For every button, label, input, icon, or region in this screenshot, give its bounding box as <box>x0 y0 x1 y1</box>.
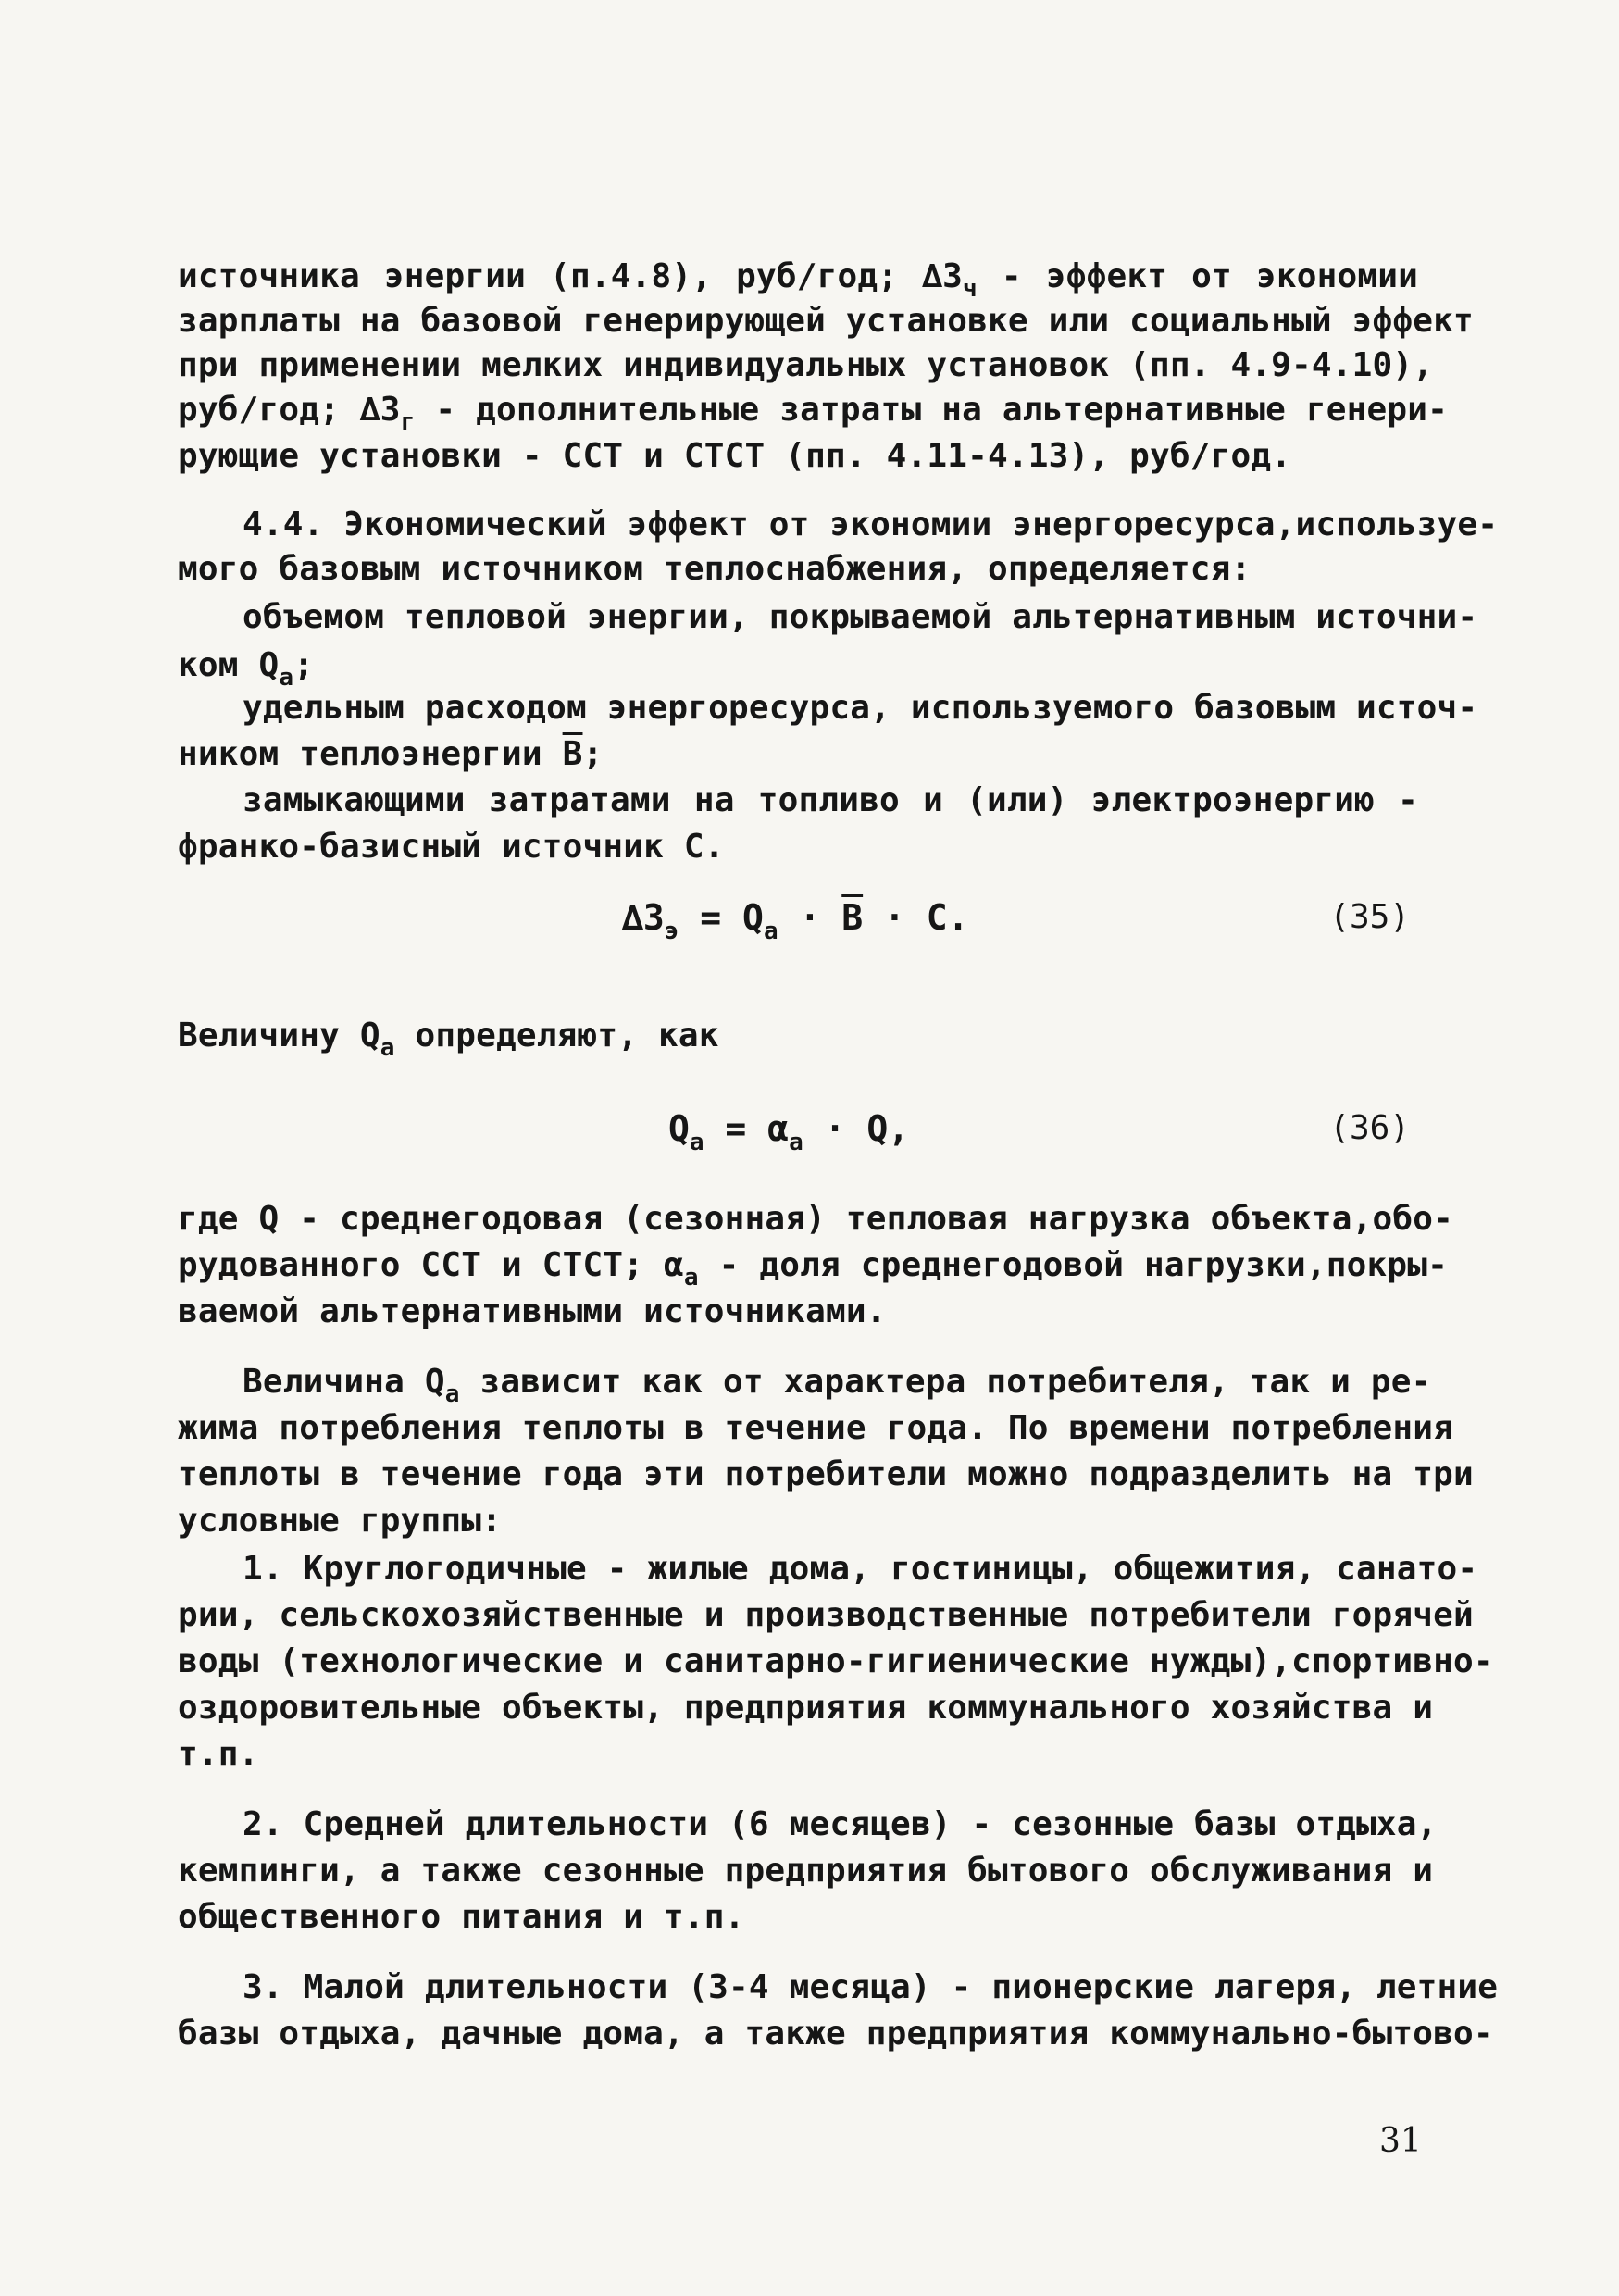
text-line: руб/год; $\Delta З_г$ - дополнительные затраты на альтернативные генери- <box>178 391 1449 436</box>
text-line: 3. Малой длительности (3-4 месяца) - пионерские лагеря, летние <box>243 1968 1499 2006</box>
formula-number: (35) <box>1329 898 1410 936</box>
text-line: мого базовым источником теплоснабжения, определяется: <box>178 550 1252 588</box>
text-line: 1. Круглогодичные - жилые дома, гостиницы, общежития, санато- <box>243 1550 1478 1588</box>
formula-number: (36) <box>1329 1109 1410 1147</box>
formula-35: $\Delta З_э = Q_а \cdot \overline{B} \cdot С$. <box>622 897 969 945</box>
text-line: теплоты в течение года эти потребители можно подразделить на три <box>178 1455 1474 1493</box>
text-line: воды (технологические и санитарно-гигиенические нужды),спортивно- <box>178 1642 1494 1680</box>
text-line: франко-базисный источник С. <box>178 828 725 866</box>
text-line: источника энергии (п.4.8), руб/год; $\Delta З_ч$ - эффект от экономии <box>178 257 1418 303</box>
text-line: общественного питания и т.п. <box>178 1898 745 1936</box>
text-line: т.п. <box>178 1735 259 1773</box>
text-line: рии, сельскохозяйственные и производственные потребители горячей <box>178 1596 1474 1634</box>
text-line: замыкающими затратами на топливо и (или) электроэнергию - <box>243 781 1418 819</box>
text-line: объемом тепловой энергии, покрываемой альтернативным источни- <box>243 598 1478 636</box>
text-line: 4.4. Экономический эффект от экономии энергоресурса,используе- <box>243 505 1499 543</box>
page-number: 31 <box>1379 2122 1422 2160</box>
formula-36: $Q_а = \alpha_а \cdot Q$, <box>668 1108 910 1156</box>
text-line: рующие установки - ССТ и СТСТ (пп. 4.11-4.13), руб/год. <box>178 437 1292 475</box>
text-line: Величину $Q_а$ определяют, как <box>178 1017 719 1062</box>
text-line: 2. Средней длительности (6 месяцев) - сезонные базы отдыха, <box>243 1805 1438 1843</box>
text-line: при применении мелких индивидуальных установок (пп. 4.9-4.10), <box>178 346 1434 384</box>
text-line: рудованного ССТ и СТСТ; $\alpha_а$ - доля среднегодовой нагрузки,покры- <box>178 1246 1449 1292</box>
text-line: жима потребления теплоты в течение года. По времени потребления <box>178 1409 1454 1447</box>
text-line: ком $Q_а$; <box>178 646 315 692</box>
text-line: базы отдыха, дачные дома, а также предприятия коммунально-бытово- <box>178 2015 1494 2053</box>
text-line: кемпинги, а также сезонные предприятия бытового обслуживания и <box>178 1852 1434 1890</box>
text-line: удельным расходом энергоресурса, используемого базовым источ- <box>243 689 1478 727</box>
text-line: ваемой альтернативными источниками. <box>178 1292 887 1330</box>
text-line: Величина $Q_а$ зависит как от характера потребителя, так и ре- <box>243 1363 1432 1408</box>
text-line: зарплаты на базовой генерирующей установке или социальный эффект <box>178 302 1474 340</box>
text-line: оздоровительные объекты, предприятия коммунального хозяйства и <box>178 1689 1434 1727</box>
text-line: ником теплоэнергии $\overline{B}$; <box>178 735 604 773</box>
text-line: где Q - среднегодовая (сезонная) тепловая нагрузка объекта,обо- <box>178 1200 1454 1238</box>
text-line: условные группы: <box>178 1502 502 1540</box>
